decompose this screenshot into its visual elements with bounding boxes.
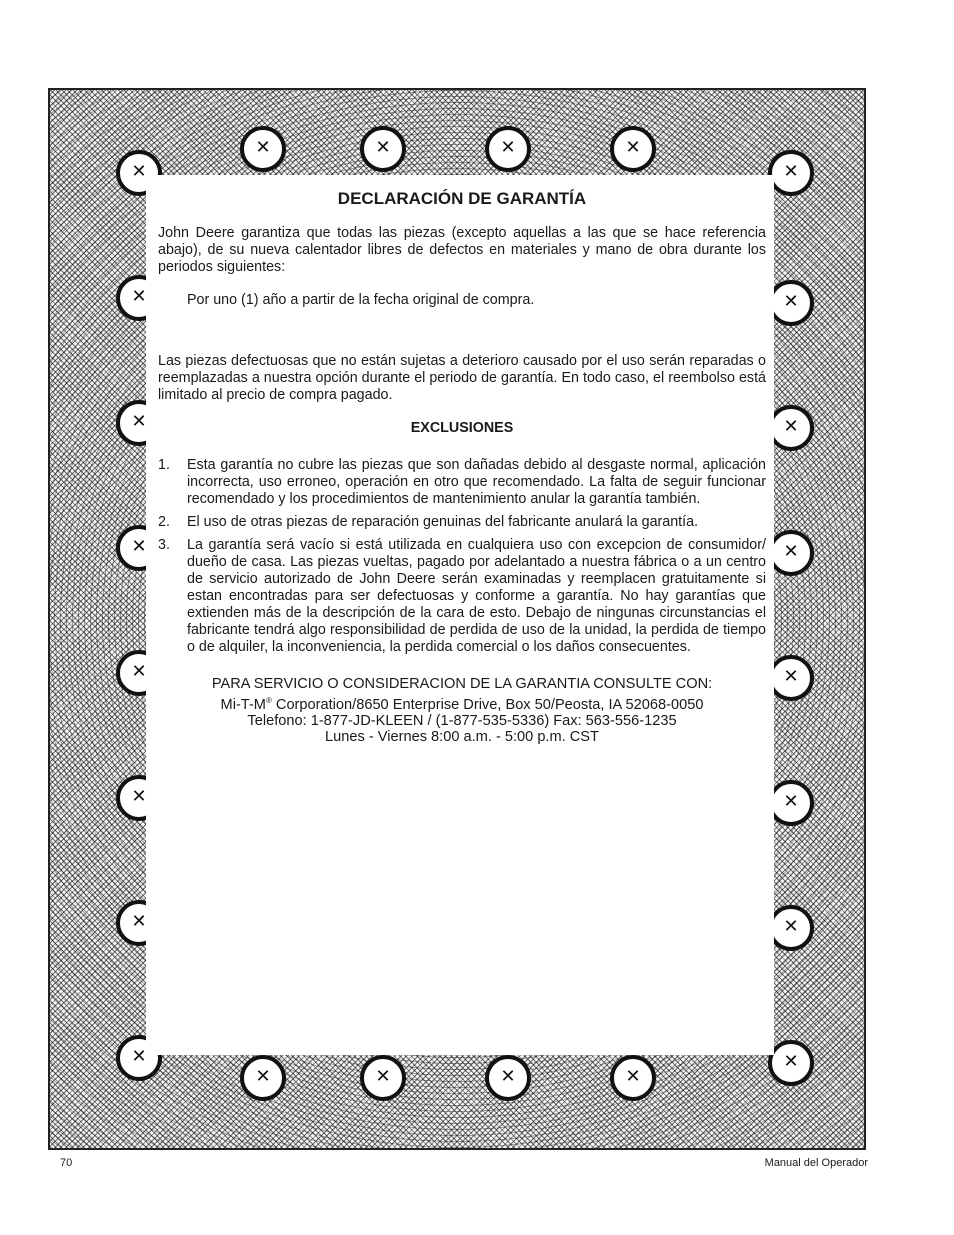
company-name: Mi-T-M bbox=[220, 696, 266, 713]
contact-heading: PARA SERVICIO O CONSIDERACION DE LA GARANTIA CONSULTE CON: bbox=[211, 676, 713, 692]
contact-address bbox=[158, 693, 766, 713]
border-ornament-icon bbox=[768, 1040, 814, 1086]
contact-phone: Telefono: 1-877-JD-KLEEN / (1-877-535-5336) Fax: 563-556-1235 bbox=[247, 712, 677, 729]
border-ornament-icon bbox=[485, 1055, 531, 1101]
border-ornament-icon bbox=[610, 126, 656, 172]
border-ornament-icon bbox=[768, 150, 814, 196]
border-ornament-icon bbox=[768, 280, 814, 326]
border-ornament-icon bbox=[768, 655, 814, 701]
list-item bbox=[158, 537, 766, 656]
warranty-content bbox=[158, 190, 766, 746]
list-item-text: El uso de otras piezas de reparación genuinas del fabricante anulará la garantía. bbox=[187, 514, 699, 530]
border-ornament-icon bbox=[768, 905, 814, 951]
manual-label: Manual del Operador bbox=[764, 1157, 868, 1169]
exclusions-list bbox=[158, 457, 766, 656]
border-ornament-icon bbox=[485, 126, 531, 172]
border-ornament-icon bbox=[360, 1055, 406, 1101]
exclusions-heading: EXCLUSIONES bbox=[410, 420, 514, 436]
border-ornament-icon bbox=[360, 126, 406, 172]
page-number: 70 bbox=[60, 1157, 73, 1169]
border-ornament-icon bbox=[768, 780, 814, 826]
registered-mark: ® bbox=[265, 695, 272, 705]
intro-paragraph: John Deere garantiza que todas las piezas (excepto aquellas a las que se hace referencia abajo), de su nueva calentador libres de defectos en materiales y mano de obra durante los periodos siguientes: bbox=[158, 225, 766, 275]
border-ornament-icon bbox=[610, 1055, 656, 1101]
list-item-number: 2. bbox=[158, 514, 170, 530]
service-contact bbox=[158, 676, 766, 746]
border-ornament-icon bbox=[240, 126, 286, 172]
contact-hours: Lunes - Viernes 8:00 a.m. - 5:00 p.m. CST bbox=[325, 729, 599, 746]
page-title: DECLARACIÓN DE GARANTÍA bbox=[337, 189, 587, 208]
list-item bbox=[158, 514, 766, 531]
list-item-number: 1. bbox=[158, 457, 170, 473]
list-item-text: La garantía será vacío si está utilizada en cualquiera uso con excepcion de consumidor/ dueño de casa. Las piezas vueltas, pagado por adelantado a nuestra fábrica o a un centro de servicio autorizado de John Deere serán examinadas y reemplacen gratuitamente si estan encontradas para ser defectuosas y conforme a garantía. No hay garantías que extienden más de la descripción de la cara de esto. Debajo de ningunas circunstancias el fabricante tendrá algo responsibilidad de perdida de uso de la unidad, la perdida de tiempo o de alquiler, la inconveniencia, la perdida comercial o los daños consecuentes. bbox=[187, 537, 766, 655]
list-item bbox=[158, 457, 766, 508]
border-ornament-icon bbox=[768, 530, 814, 576]
border-ornament-icon bbox=[240, 1055, 286, 1101]
list-item-number: 3. bbox=[158, 537, 170, 553]
border-ornament-icon bbox=[768, 405, 814, 451]
list-item-text: Esta garantía no cubre las piezas que son dañadas debido al desgaste normal, aplicación incorrecta, uso erroneo, operación en otro que recomendado. La falta de seguir funcionar recomendado y los procedimientos de mantenimiento anular la garantía también. bbox=[187, 457, 766, 507]
address-text: Corporation/8650 Enterprise Drive, Box 50/Peosta, IA 52068-0050 bbox=[271, 696, 704, 713]
defective-parts-paragraph: Las piezas defectuosas que no están sujetas a deterioro causado por el uso serán reparadas o reemplazadas a nuestra opción durante el periodo de garantía. En todo caso, el reembolso está limitado al precio de compra pagado. bbox=[158, 353, 766, 403]
warranty-period: Por uno (1) año a partir de la fecha original de compra. bbox=[187, 292, 535, 308]
